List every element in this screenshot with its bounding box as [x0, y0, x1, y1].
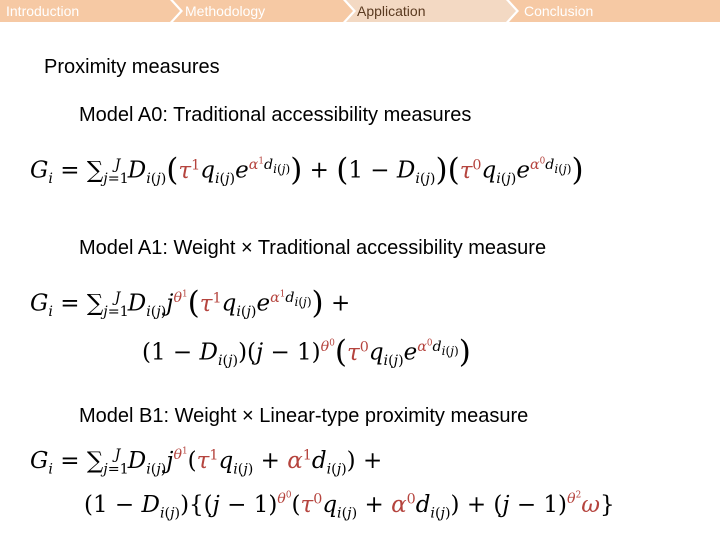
model-b1-equation-line1: $G_i = \sum_{j=1}^J$ $D_{i(j)}j^{\theta^1}(\tau^1q_{i(j)} + \alpha^1d_{i(j)})$ +	[30, 446, 383, 478]
model-a1-title: Model A1: Weight × Traditional accessibility measure	[79, 237, 547, 259]
model-b1-title: Model B1: Weight × Linear-type proximity measure	[79, 405, 529, 427]
nav-item-introduction[interactable]: Introduction	[6, 3, 80, 19]
nav-item-application[interactable]: Application	[357, 3, 426, 19]
model-b1-equation-line2: $(1 - D_{i(j)})\{(j - 1)^{\theta^0}(\tau^0q_{i(j)} + \alpha^0d_{i(j)}) + (j - 1)^{\theta^2}\omega\}$	[84, 490, 615, 522]
model-a1-equation-line2: $(1 - D_{i(j)})(j - 1)^{\theta^0}(\tau^0q_{i(j)}e^{\alpha^0d_{i(j)}})$	[142, 334, 471, 370]
model-a0-title: Model A0: Traditional accessibility measures	[79, 104, 472, 126]
section-nav	[0, 0, 720, 22]
model-a1-equation-line1: $G_i = \sum_{j=1}^J$ $D_{i(j)}j^{\theta^1}(\tau^1q_{i(j)}e^{\alpha^1d_{i(j)}})$ +	[30, 285, 351, 321]
nav-item-methodology[interactable]: Methodology	[185, 3, 266, 19]
slide-title: Proximity measures	[44, 56, 220, 78]
model-a0-equation: $G_i = \sum_{j=1}^J$ $D_{i(j)}(\tau^1q_{i(j)}e^{\alpha^1d_{i(j)}}) + (1 - D_{i(j)})(\tau^0q_{i(j)}e^{\alpha^0d_{i(j)}})$	[30, 152, 584, 188]
nav-item-conclusion[interactable]: Conclusion	[524, 3, 594, 19]
